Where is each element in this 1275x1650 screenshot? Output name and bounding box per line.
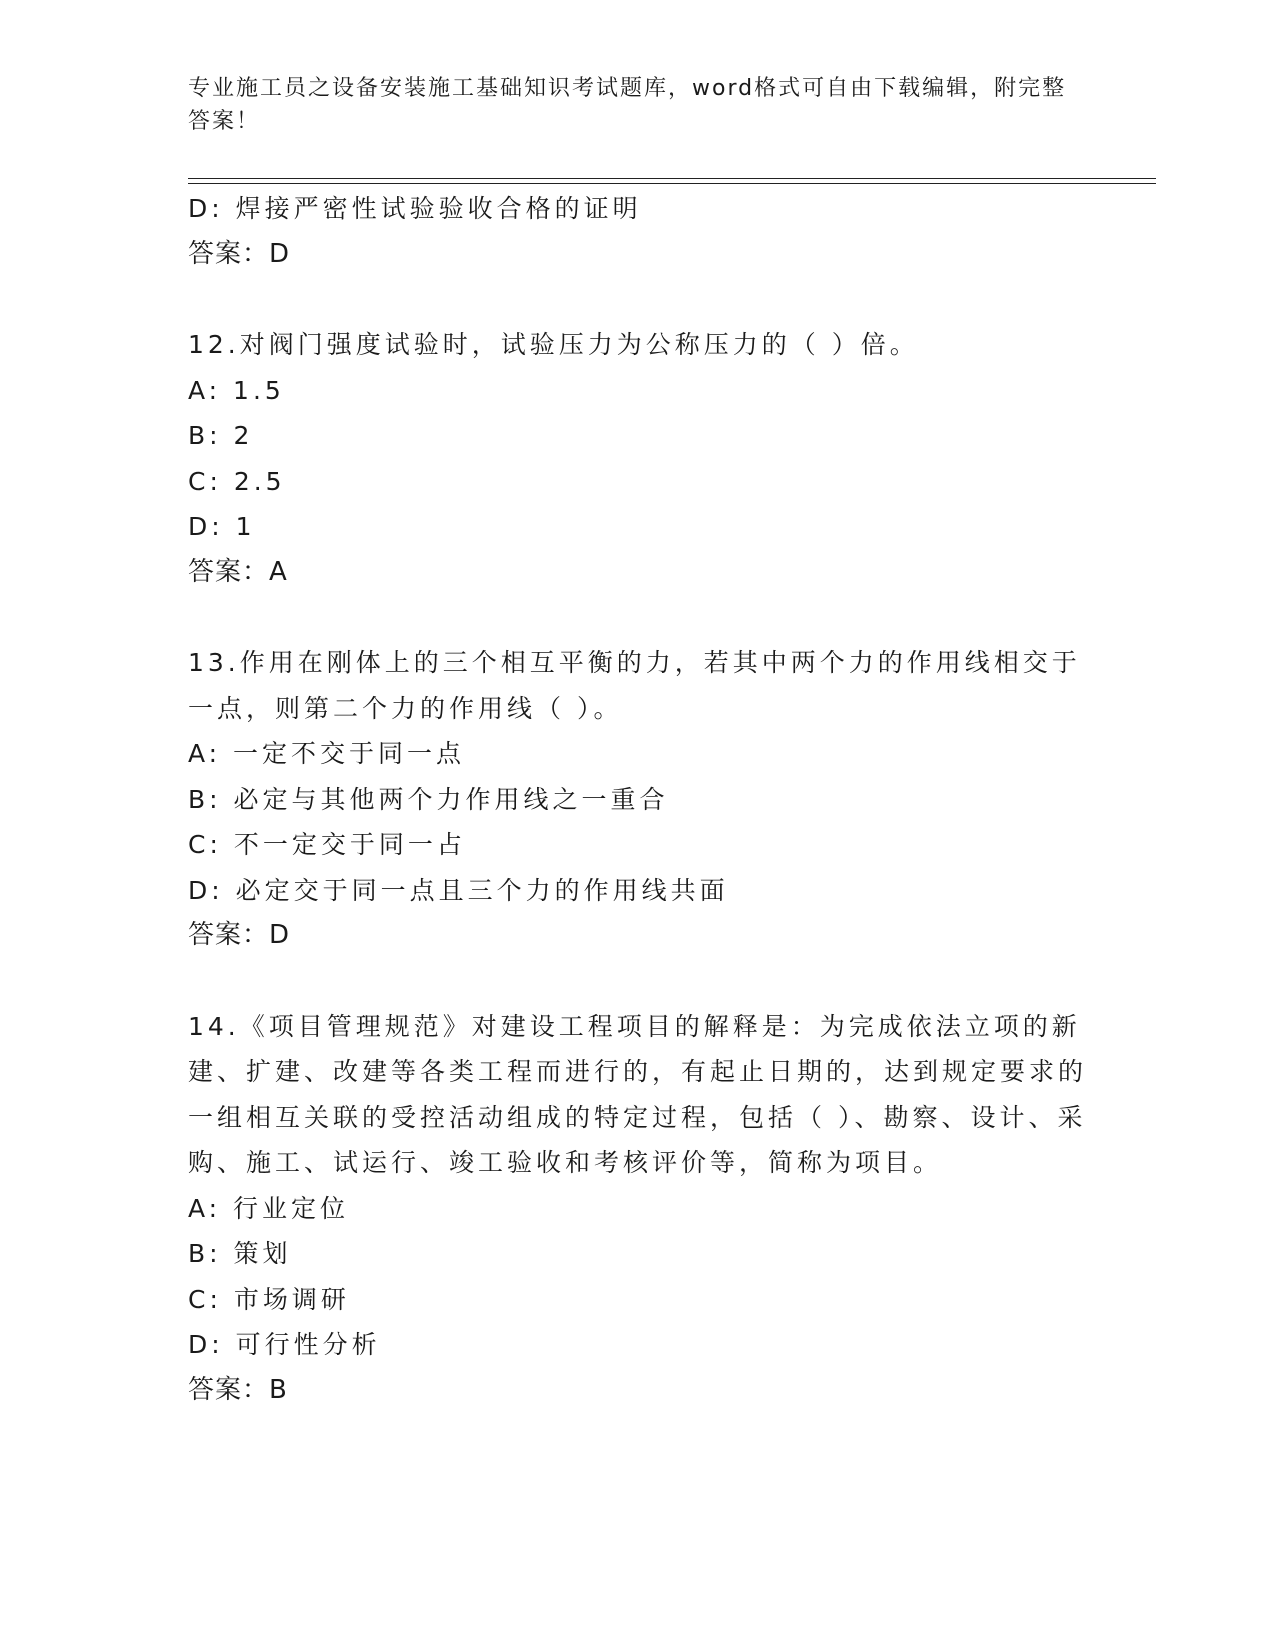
spacer xyxy=(188,595,1088,640)
option-d: D: 可行性分析 xyxy=(188,1330,381,1359)
spacer xyxy=(188,277,1088,322)
question-stem: 14.《项目管理规范》对建设工程项目的解释是：为完成依法立项的新建、扩建、改建等各类工程而进行的，有起止日期的，达到规定要求的一组相互关联的受控活动组成的特定过程，包括（ ）、勘察、设计、采购、施工、试运行、竣工验收和考核评价等，简称为项目。 xyxy=(188,1011,1088,1177)
question-13 xyxy=(188,640,1088,959)
divider-line-top xyxy=(188,178,1156,179)
option-a: A: 行业定位 xyxy=(188,1193,350,1223)
option-c: C: 2.5 xyxy=(188,466,286,496)
option-d: D: 1 xyxy=(188,512,256,541)
question-stem: 13.作用在刚体上的三个相互平衡的力，若其中两个力的作用线相交于一点，则第二个力的作用线（ ）。 xyxy=(188,648,1081,723)
question-14 xyxy=(188,1004,1088,1414)
option-c: C: 不一定交于同一占 xyxy=(188,830,466,859)
spacer xyxy=(188,959,1088,1004)
option-c: C: 市场调研 xyxy=(188,1284,350,1314)
question-12 xyxy=(188,322,1088,595)
option-d: D: 必定交于同一点且三个力的作用线共面 xyxy=(188,875,729,905)
answer: 答案：D xyxy=(188,238,291,269)
option-b: B: 2 xyxy=(188,421,254,450)
answer: 答案：D xyxy=(188,920,291,950)
header-divider xyxy=(188,178,1156,184)
document-header: 专业施工员之设备安装施工基础知识考试题库，word格式可自由下载编辑，附完整答案！ xyxy=(188,76,1067,134)
answer: 答案：A xyxy=(188,556,288,587)
option-a: A: 1.5 xyxy=(188,375,285,405)
option-d: D: 焊接严密性试验验收合格的证明 xyxy=(188,194,642,223)
option-b: B: 必定与其他两个力作用线之一重合 xyxy=(188,784,669,814)
option-b: B: 策划 xyxy=(188,1239,292,1268)
divider-line-bottom xyxy=(188,183,1156,184)
answer: 答案：B xyxy=(188,1374,288,1405)
previous-question-tail xyxy=(188,186,1088,277)
question-stem: 12.对阀门强度试验时，试验压力为公称压力的（ ）倍。 xyxy=(188,330,919,359)
question-list xyxy=(188,186,1088,1413)
option-a: A: 一定不交于同一点 xyxy=(188,739,466,768)
